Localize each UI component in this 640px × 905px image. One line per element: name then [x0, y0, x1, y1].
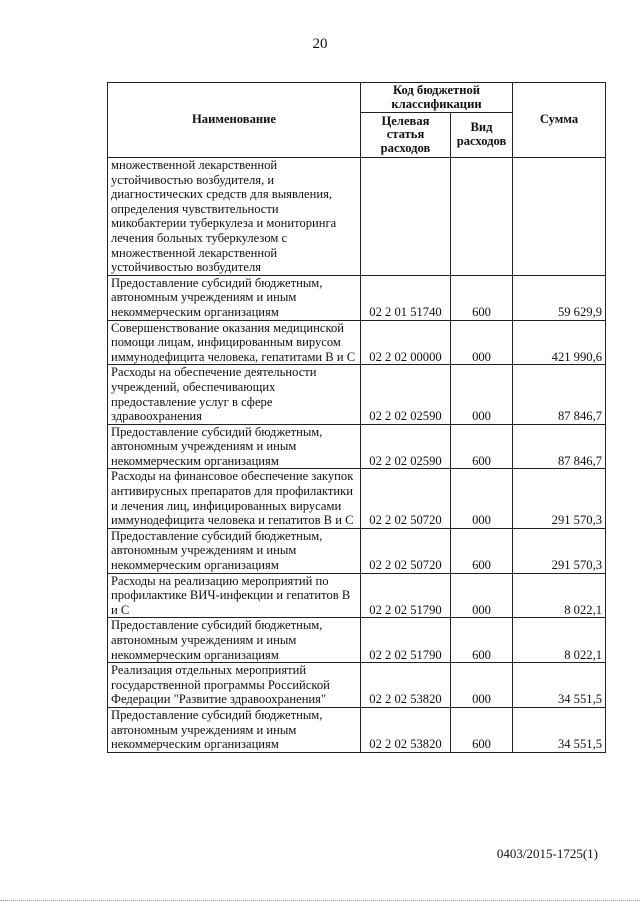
row-target-article-cell: 02 2 02 51790	[361, 573, 451, 618]
table-row	[108, 365, 606, 424]
table-body	[108, 158, 606, 753]
row-name-cell: Расходы на финансовое обеспечение закупок антивирусных препаратов для профилактики и лечения лиц, инфицированных вирусами иммунодефицита человека и гепатитов В и С	[108, 469, 361, 528]
table-row	[108, 275, 606, 320]
table-row	[108, 158, 606, 276]
header-name: Наименование	[108, 83, 361, 158]
row-target-article-cell	[361, 158, 451, 276]
row-target-article-cell: 02 2 02 02590	[361, 365, 451, 424]
row-expense-type-cell: 000	[451, 365, 513, 424]
row-amount-cell: 59 629,9	[513, 275, 606, 320]
table-row	[108, 663, 606, 708]
row-expense-type-cell	[451, 158, 513, 276]
page-number: 20	[312, 36, 328, 52]
table-header	[108, 83, 606, 158]
budget-table	[107, 82, 606, 753]
row-name-cell: Предоставление субсидий бюджетным, автономным учреждениям и иным некоммерческим организациям	[108, 275, 361, 320]
row-amount-cell: 34 551,5	[513, 707, 606, 752]
row-target-article-cell: 02 2 02 02590	[361, 424, 451, 469]
table-row	[108, 469, 606, 528]
row-amount-cell: 87 846,7	[513, 365, 606, 424]
row-name-cell: Расходы на реализацию мероприятий по профилактике ВИЧ-инфекции и гепатитов В и С	[108, 573, 361, 618]
row-target-article-cell: 02 2 02 00000	[361, 320, 451, 365]
row-name-cell: множественной лекарственной устойчивостью возбудителя, и диагностических средств для выявления, определения чувствительности микобактерии туберкулеза и мониторинга лечения больных туберкулезом с множественной лекарственной устойчивостью возбудителя	[108, 158, 361, 276]
row-name-cell: Предоставление субсидий бюджетным, автономным учреждениям и иным некоммерческим организациям	[108, 528, 361, 573]
row-amount-cell: 8 022,1	[513, 618, 606, 663]
footer-divider	[0, 900, 640, 902]
header-expense-type: Вид расходов	[451, 113, 513, 158]
row-expense-type-cell: 000	[451, 663, 513, 708]
row-expense-type-cell: 000	[451, 573, 513, 618]
table-row	[108, 573, 606, 618]
table-row	[108, 528, 606, 573]
row-name-cell: Совершенствование оказания медицинской помощи лицам, инфицированным вирусом иммунодефицита человека, гепатитами В и С	[108, 320, 361, 365]
header-amount: Сумма	[513, 83, 606, 158]
table-row	[108, 618, 606, 663]
row-amount-cell: 87 846,7	[513, 424, 606, 469]
row-target-article-cell: 02 2 02 53820	[361, 707, 451, 752]
row-expense-type-cell: 600	[451, 618, 513, 663]
table-row	[108, 707, 606, 752]
row-expense-type-cell: 600	[451, 275, 513, 320]
row-expense-type-cell: 000	[451, 469, 513, 528]
row-name-cell: Предоставление субсидий бюджетным, автономным учреждениям и иным некоммерческим организациям	[108, 707, 361, 752]
table-row	[108, 320, 606, 365]
row-expense-type-cell: 000	[451, 320, 513, 365]
row-name-cell: Реализация отдельных мероприятий государственной программы Российской Федерации "Развитие здравоохранения"	[108, 663, 361, 708]
row-expense-type-cell: 600	[451, 707, 513, 752]
header-target-article: Целевая статья расходов	[361, 113, 451, 158]
row-amount-cell: 291 570,3	[513, 469, 606, 528]
header-budget-code: Код бюджетной классификации	[361, 83, 513, 113]
row-amount-cell: 34 551,5	[513, 663, 606, 708]
document-reference: 0403/2015-1725(1)	[496, 846, 598, 861]
table-row	[108, 424, 606, 469]
row-name-cell: Расходы на обеспечение деятельности учреждений, обеспечивающих предоставление услуг в сфере здравоохранения	[108, 365, 361, 424]
row-amount-cell: 421 990,6	[513, 320, 606, 365]
row-target-article-cell: 02 2 02 50720	[361, 528, 451, 573]
row-target-article-cell: 02 2 02 51790	[361, 618, 451, 663]
row-amount-cell: 8 022,1	[513, 573, 606, 618]
row-name-cell: Предоставление субсидий бюджетным, автономным учреждениям и иным некоммерческим организациям	[108, 618, 361, 663]
row-target-article-cell: 02 2 02 53820	[361, 663, 451, 708]
row-target-article-cell: 02 2 02 50720	[361, 469, 451, 528]
row-target-article-cell: 02 2 01 51740	[361, 275, 451, 320]
row-amount-cell	[513, 158, 606, 276]
row-expense-type-cell: 600	[451, 528, 513, 573]
row-expense-type-cell: 600	[451, 424, 513, 469]
row-name-cell: Предоставление субсидий бюджетным, автономным учреждениям и иным некоммерческим организациям	[108, 424, 361, 469]
row-amount-cell: 291 570,3	[513, 528, 606, 573]
